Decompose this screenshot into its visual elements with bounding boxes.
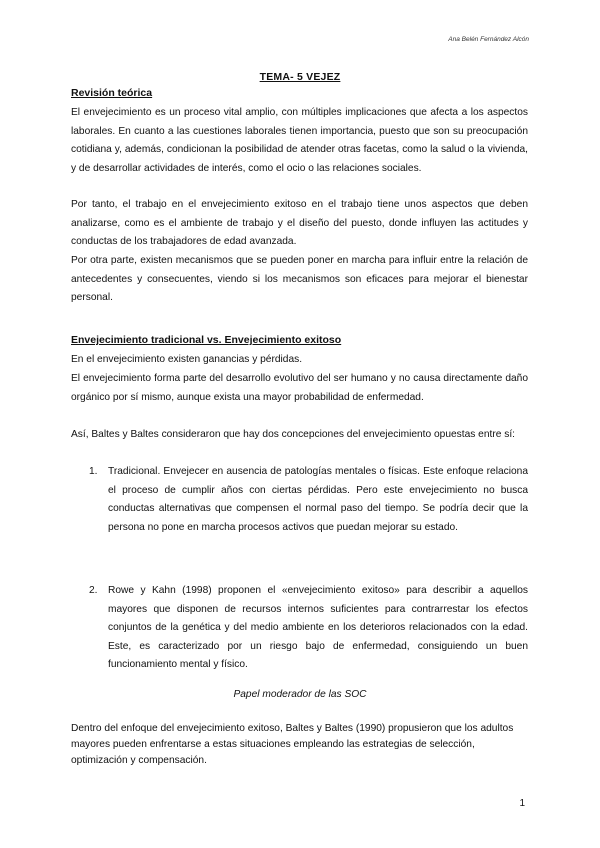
header-author: Ana Belén Fernández Alcón <box>448 36 529 43</box>
paragraph-intro: El envejecimiento es un proceso vital amplio, con múltiples implicaciones que afecta a los aspectos laborales. En cuanto a las cuestiones laborales tienen importancia, puesto que son su preocupación cotidiana y, además, condicionan la posibilidad de atender otras facetas, como la salud o la vivienda, y de desarrollar actividades de interés, como el ocio o las relaciones sociales. <box>71 107 528 174</box>
paragraph-ganancias: En el envejecimiento existen ganancias y pérdidas. <box>71 354 303 365</box>
paragraph-mecanismos: Por otra parte, existen mecanismos que se pueden poner en marcha para influir entre la relación de antecedentes y consecuentes, viendo si los mecanismos son eficaces para mejorar el bienestar personal. <box>71 255 528 303</box>
list-item-exitoso: Rowe y Kahn (1998) proponen el «envejecimiento exitoso» para describir a aquellos mayores que disponen de recursos internos suficientes para contrarrestar los efectos conjuntos de la genética y del medio ambiente en los deterioros relacionados con la edad. Este, es caracterizado por un riesgo bajo de enfermedad, consiguiendo un buen funcionamiento mental y físico. <box>108 585 528 670</box>
section-heading-revision: Revisión teórica <box>71 87 153 99</box>
paragraph-closing: Dentro del enfoque del envejecimiento exitoso, Baltes y Baltes (1990) propusieron que los adultos mayores pueden enfrentarse a estas situaciones empleando las estrategias de selección, optimización y compensación. <box>71 723 514 766</box>
paragraph-baltes: Así, Baltes y Baltes consideraron que hay dos concepciones del envejecimiento opuestas entre sí: <box>71 429 515 440</box>
list-item-number: 1. <box>89 466 98 477</box>
page-number: 1 <box>519 798 525 809</box>
subheading-soc: Papel moderador de las SOC <box>233 689 367 700</box>
section-heading-envejecimiento: Envejecimiento tradicional vs. Envejecimiento exitoso <box>71 334 342 346</box>
paragraph-trabajo: Por tanto, el trabajo en el envejecimiento exitoso en el trabajo tiene unos aspectos que deben analizarse, como es el ambiente de trabajo y el diseño del puesto, donde influyen las actitudes y conductas de los trabajadores de edad avanzada. <box>71 199 528 247</box>
page-title: TEMA- 5 VEJEZ <box>259 71 341 83</box>
paragraph-desarrollo: El envejecimiento forma parte del desarrollo evolutivo del ser humano y no causa directamente daño orgánico por sí mismo, aunque exista una mayor probabilidad de enfermedad. <box>71 373 528 403</box>
list-item-tradicional: Tradicional. Envejecer en ausencia de patologías mentales o físicas. Este enfoque relaciona el proceso de cumplir años con ciertas pérdidas. Pero este envejecimiento no busca conductas alternativas que compensen el normal paso del tiempo. Se podría decir que la persona no pone en marcha procesos activos que puedan mejorar su estado. <box>108 466 528 533</box>
list-item-number: 2. <box>89 585 98 596</box>
